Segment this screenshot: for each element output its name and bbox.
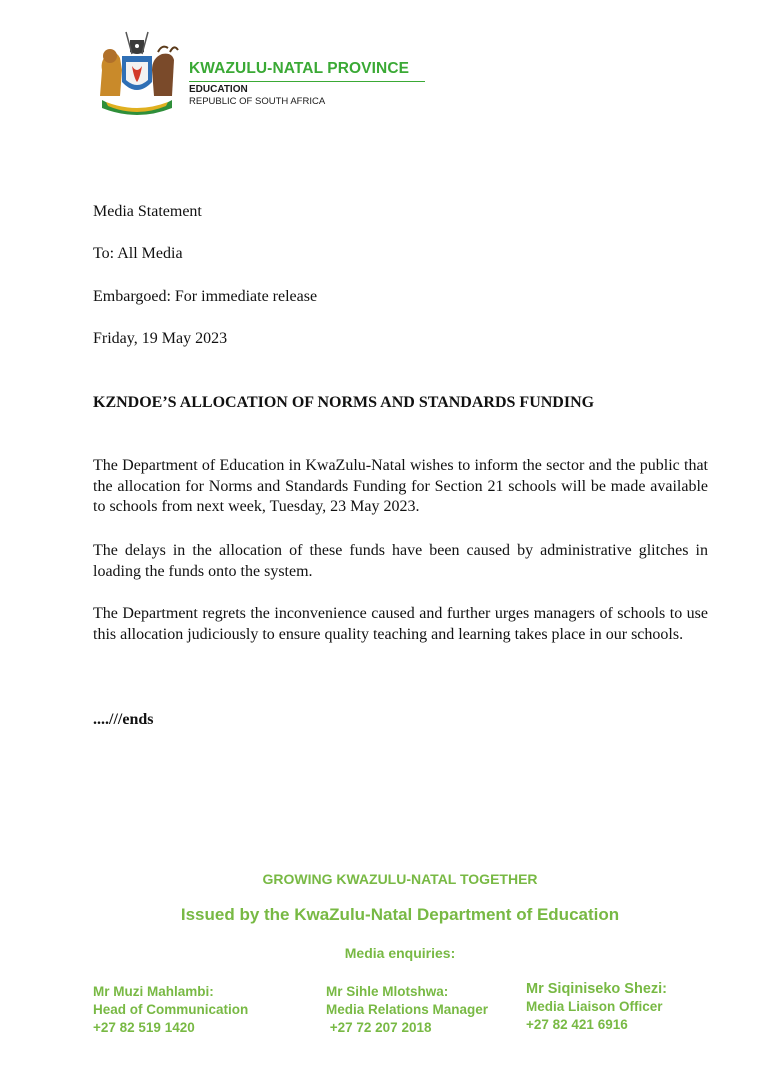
body-paragraph: The Department regrets the inconvenience caused and further urges managers of schools to use this allocation judiciously to ensure quality teaching and learning takes place in our schools. <box>93 605 708 643</box>
contact-phone: +27 72 207 2018 <box>326 1020 432 1035</box>
statement-date: Friday, 19 May 2023 <box>93 330 228 347</box>
body-paragraph: The Department of Education in KwaZulu-Natal wishes to inform the sector and the public that the allocation for Norms and Standards Funding for Section 21 schools will be made available to schools from next week, Tuesday, 23 May 2023. <box>93 457 708 515</box>
coat-of-arms-icon <box>92 30 182 116</box>
letterhead-divider <box>189 81 425 82</box>
contact-card <box>326 983 488 1037</box>
ends-marker: ....///ends <box>93 711 154 728</box>
contact-card <box>93 983 248 1037</box>
contact-title: Media Relations Manager <box>326 1002 489 1017</box>
country-name: REPUBLIC OF SOUTH AFRICA <box>189 96 326 107</box>
statement-type: Media Statement <box>93 203 202 220</box>
contact-name: Mr Muzi Mahlambi: <box>93 984 214 999</box>
footer-tagline: GROWING KWAZULU-NATAL TOGETHER <box>262 871 538 887</box>
statement-heading: KZNDOE’S ALLOCATION OF NORMS AND STANDARDS FUNDING <box>93 394 595 411</box>
body-paragraph: The delays in the allocation of these funds have been caused by administrative glitches in loading the funds onto the system. <box>93 542 708 580</box>
contact-card <box>526 980 667 1034</box>
contact-phone: +27 82 421 6916 <box>526 1017 628 1032</box>
contact-name: Mr Sihle Mlotshwa: <box>326 984 449 999</box>
footer-media-enquiries: Media enquiries: <box>344 945 456 961</box>
province-name: KWAZULU-NATAL PROVINCE <box>189 60 410 77</box>
contact-title: Head of Communication <box>93 1002 249 1017</box>
contact-title: Media Liaison Officer <box>526 999 663 1014</box>
footer-issued-by: Issued by the KwaZulu-Natal Department of Education <box>180 905 620 924</box>
contact-name: Mr Siqiniseko Shezi: <box>526 981 667 997</box>
statement-recipient: To: All Media <box>93 245 183 262</box>
statement-embargo: Embargoed: For immediate release <box>93 288 318 305</box>
contact-phone: +27 82 519 1420 <box>93 1020 195 1035</box>
department-name: EDUCATION <box>189 84 248 95</box>
